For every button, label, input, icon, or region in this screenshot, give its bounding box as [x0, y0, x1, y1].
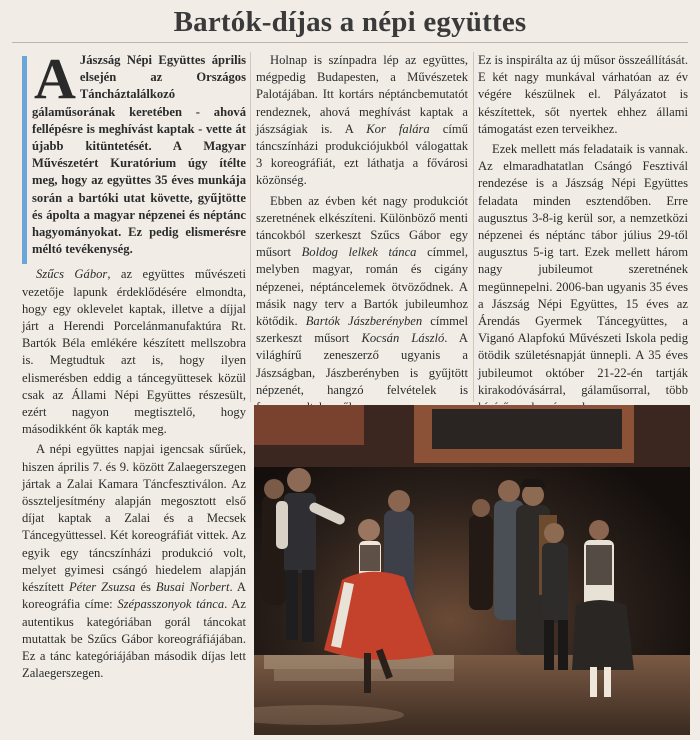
work-title: Boldog lelkek tánca: [301, 245, 417, 260]
person-name: Péter Zsuzsa: [68, 580, 136, 595]
paragraph-text: címmel szerkeszt műsort: [256, 314, 469, 346]
headline: Bartók-díjas a népi együttes: [12, 4, 688, 43]
lead-block: [22, 46, 246, 258]
person-name: Busai Norbert: [155, 580, 230, 595]
column-rule: [473, 52, 474, 402]
person-name: Kocsán László: [361, 331, 445, 346]
person-name: Szűcs Gábor: [36, 267, 108, 282]
stage-photo-illustration: [254, 405, 690, 735]
paragraph: [256, 193, 468, 417]
paragraph-text: . Az autentikus kategóriában gorál táncokat mutattak be Szűcs Gábor koreográfiájában. Ez a tánc kategóriájában második díjas lett Zalaegerszegen.: [22, 597, 246, 681]
paragraph: [256, 52, 468, 190]
dance-performance-photo: [254, 405, 690, 735]
drop-cap: A: [34, 46, 76, 111]
paragraph-text: . A világhírű zeneszerző ugyanis a Jászságban, Jászberényben is gyűjtött népzenét, hangzó felvételek is: [256, 331, 468, 397]
paragraph-text: címmel, melyben magyar, román és cigány népzenei, néptáncelemek ötvöződnek. A másik nagy terv a Bartók jubileumhoz kötődik.: [256, 245, 468, 329]
paragraph: Ezek mellett más feladataik is vannak. Az elmaradhatatlan Csángó Fesztivál rendezése is a Jászság Népi Együttes feladata minden esztendőben. Erre augusztus 3-8-ig kerül sor, a nemzetközi népzenei és néptánc tábor július 29-től augusztus 5-ig tart. Ezek mellett három nagy jubileumot szeretnének megünnepelni. 2006-ban ugyanis 35 éves a Jászság Népi Együttes, 15 éves az Árendás Gyermek Táncegyüttes, a Viganó Alapfokú Művészeti Iskola pedig ötödik születésnapját ünnepli. A 35 éves jubileumot október 21-22-én tartják kirakodóvásárral, gálaműsorral, több: [478, 142, 688, 397]
column-rule: [250, 52, 251, 402]
paragraph-text: Ebben az évben két nagy produkciót szeretnének elkészíteni. Különböző menti táncokból szerkeszt Szűcs Gábor egy műsort: [256, 193, 468, 260]
work-title: Szépasszonyok tánca: [117, 597, 225, 612]
lead-text: Jászság Népi Együttes április elsején az Országos Táncháztalálkozó gálaműsorának keretében - ahová fellépésre is meghívást kaptak - vette át újabb kitüntetését. A Magyar Művészetért Kuratórium úgy ítélte meg, hogy az együttes 35 éves munkája során a bartóki utat követte, gyűjtötte és ápolta a magyar népzenei és néptánc hagyományokat. Ez pedig elismerésre méltó tevékenység.: [32, 53, 246, 257]
paragraph-text: Holnap is színpadra lép az együttes, mégpedig Budapesten, a Művészetek Palotájában. Itt kortárs néptáncbemutatót rendeznek, ahová meghívást kaptak a jászságiak is. A: [256, 53, 468, 136]
column-2: [256, 52, 468, 416]
paragraph-text: és: [135, 580, 156, 595]
paragraph-text: A népi együttes napjai igencsak sűrűek, hiszen április 7. és 9. között Zalaegerszegen jártak a Zalai Kamara Táncfesztiválon. Az összteljesítmény alapján megosztott első díjat kaptak a Zalai és a Mecsek Táncegyüttessel. Két koreográfiát vittek. Az egyik egy táncszínházi produkció volt, melyet gyimesi csángó hiedelem alapján készített: [22, 442, 246, 595]
work-title: Kor falára: [366, 121, 430, 136]
paragraph-text: . A koreográfia címe:: [22, 580, 246, 612]
column-1: [22, 46, 246, 682]
paragraph: [22, 441, 246, 682]
paragraph: [22, 266, 246, 438]
work-title: Bartók Jászberényben: [305, 314, 423, 329]
paragraph: Ez is inspirálta az új műsor összeállítását. E két nagy munkával várhatóan az év végére készülnek el. Pályázatot is készítettek, sőt nyertek ehhez állami támogatást ezen terveikhez.: [478, 53, 688, 136]
lead-paragraph: [32, 46, 246, 258]
lead-accent-bar: [22, 56, 27, 264]
paragraph-text: , az együttes művészeti vezetője lapunk érdeklődésére elmondta, hogy egy oklevelet kaptak, illetve a díjjal járt a Herendi Porcelánmanufaktúra Rt. Bartók Béla emlékére készített mellszobra is. Megtudtuk azt is, hogy ilyen elismerésben eddig a táncegyüttesek közül csak az Állami Népi Együttes részesült, ezért nagyon megtisztelő, hogy másodikként ők kapták meg.: [22, 267, 246, 437]
column-3: [478, 52, 688, 416]
paragraph-text: című táncszínházi produkciójukból válogattak 3 koreográfiát, ezt láthatja a fővárosi közönség.: [256, 121, 468, 188]
